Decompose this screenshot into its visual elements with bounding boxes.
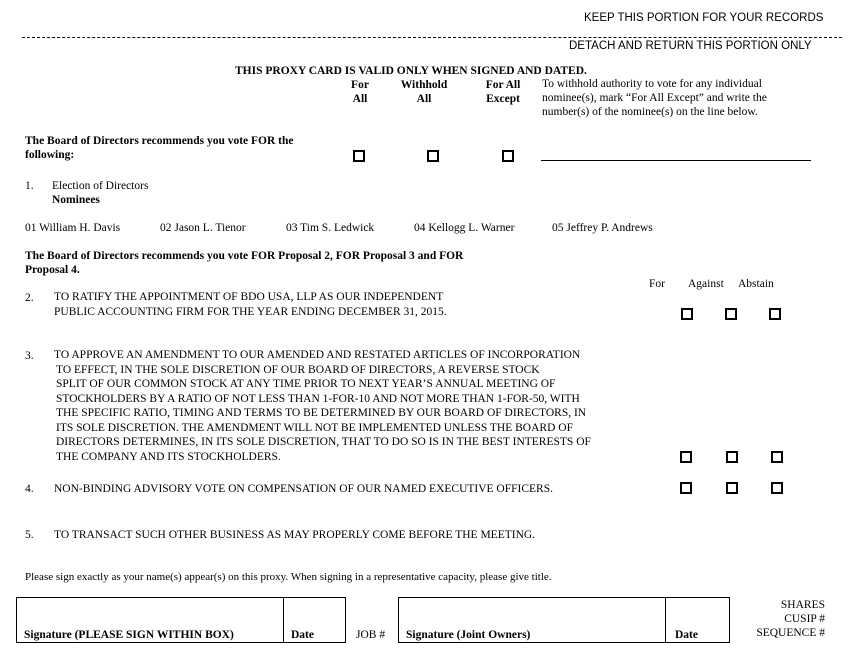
proposal-3-against-checkbox[interactable]: [726, 451, 738, 463]
except-nominee-line[interactable]: [541, 160, 811, 161]
proposal-2-against-checkbox[interactable]: [725, 308, 737, 320]
checkbox-for-all[interactable]: [353, 150, 365, 162]
checkbox-withhold-all[interactable]: [427, 150, 439, 162]
joint-date-divider: [665, 597, 666, 643]
checkbox-for-all-except[interactable]: [502, 150, 514, 162]
job-label: JOB #: [356, 629, 386, 641]
item-1-title: Election of Directors: [52, 180, 149, 192]
proposal-4-for-checkbox[interactable]: [680, 482, 692, 494]
proposal-4-text: NON-BINDING ADVISORY VOTE ON COMPENSATION OF OUR NAMED EXECUTIVE OFFICERS.: [54, 483, 553, 495]
signature-date-divider: [283, 597, 284, 643]
proposal-5-text: TO TRANSACT SUCH OTHER BUSINESS AS MAY PROPERLY COME BEFORE THE MEETING.: [54, 529, 536, 541]
nominee-2: 02 Jason L. Tienor: [160, 222, 246, 234]
vote-column-for: For: [649, 278, 665, 290]
joint-signature-label: Signature (Joint Owners): [406, 629, 531, 641]
proposal-3-abstain-checkbox[interactable]: [771, 451, 783, 463]
board-recommendation-directors: The Board of Directors recommends you vote FOR the following:: [25, 135, 294, 161]
board-recommendation-proposals: The Board of Directors recommends you vote FOR Proposal 2, FOR Proposal 3 and FOR Proposal 4.: [25, 250, 464, 276]
joint-date-label: Date: [675, 629, 698, 641]
column-withhold-all: Withhold All: [400, 79, 448, 105]
proposal-3-text: TO APPROVE AN AMENDMENT TO OUR AMENDED AND RESTATED ARTICLES OF INCORPORATION TO EFFECT, IN THE SOLE DISCRETION OF OUR BOARD OF DIRECTORS, A REVERSE STOCK SPLIT OF OUR COMMON STOCK AT ANY TIME PRIOR TO NEXT YEAR’S ANNUAL MEETING OF STOCKHOLDERS BY A RATIO OF NOT LESS THAN 1-FOR-10 AND NOT MORE THAN 1-FOR-50, WITH THE SPECIFIC RATIO, TIMING AND TERMS TO BE DETERMINED BY OUR BOARD OF DIRECTORS, IN ITS SOLE DISCRETION. THE AMENDMENT WILL NOT BE IMPLEMENTED UNLESS THE BOARD OF DIRECTORS DETERMINES, IN ITS SOLE DISCRETION, THAT TO DO SO IS IN THE BEST INTERESTS OF THE COMPANY AND ITS STOCKHOLDERS.: [54, 349, 591, 463]
nominee-3: 03 Tim S. Ledwick: [286, 222, 375, 234]
proposal-2-for-checkbox[interactable]: [681, 308, 693, 320]
detach-portion-label: DETACH AND RETURN THIS PORTION ONLY: [569, 40, 812, 52]
sign-instruction: Please sign exactly as your name(s) appear(s) on this proxy. When signing in a representative capacity, please give title.: [25, 571, 552, 583]
sequence-label: SEQUENCE #: [756, 627, 825, 639]
proposal-4-against-checkbox[interactable]: [726, 482, 738, 494]
column-for-all: For All: [351, 79, 369, 105]
item-1-subtitle: Nominees: [52, 194, 100, 206]
proposal-3-number: 3.: [25, 350, 34, 362]
item-1-number: 1.: [25, 180, 34, 192]
vote-column-abstain: Abstain: [738, 278, 774, 290]
column-for-all-except: For All Except: [485, 79, 521, 105]
proposal-2-abstain-checkbox[interactable]: [769, 308, 781, 320]
proposal-4-number: 4.: [25, 483, 34, 495]
keep-portion-label: KEEP THIS PORTION FOR YOUR RECORDS: [584, 12, 824, 24]
signature-label: Signature (PLEASE SIGN WITHIN BOX): [24, 629, 234, 641]
proposal-2-text: TO RATIFY THE APPOINTMENT OF BDO USA, LLP AS OUR INDEPENDENT PUBLIC ACCOUNTING FIRM FOR THE YEAR ENDING DECEMBER 31, 2015.: [54, 291, 447, 318]
nominee-1: 01 William H. Davis: [25, 222, 121, 234]
nominee-4: 04 Kellogg L. Warner: [414, 222, 515, 234]
detach-dashed-line: [22, 37, 842, 38]
proposal-5-number: 5.: [25, 529, 34, 541]
proposal-2-number: 2.: [25, 292, 34, 304]
cusip-label: CUSIP #: [784, 613, 825, 625]
withhold-instructions: To withhold authority to vote for any individual nominee(s), mark “For All Except” and write the number(s) of the nominee(s) on the line below.: [542, 78, 767, 118]
proposal-4-abstain-checkbox[interactable]: [771, 482, 783, 494]
shares-label: SHARES: [780, 599, 825, 611]
proposal-3-for-checkbox[interactable]: [680, 451, 692, 463]
nominee-5: 05 Jeffrey P. Andrews: [552, 222, 653, 234]
valid-notice: THIS PROXY CARD IS VALID ONLY WHEN SIGNED AND DATED.: [235, 65, 587, 77]
vote-column-against: Against: [688, 278, 724, 290]
date-label: Date: [291, 629, 314, 641]
